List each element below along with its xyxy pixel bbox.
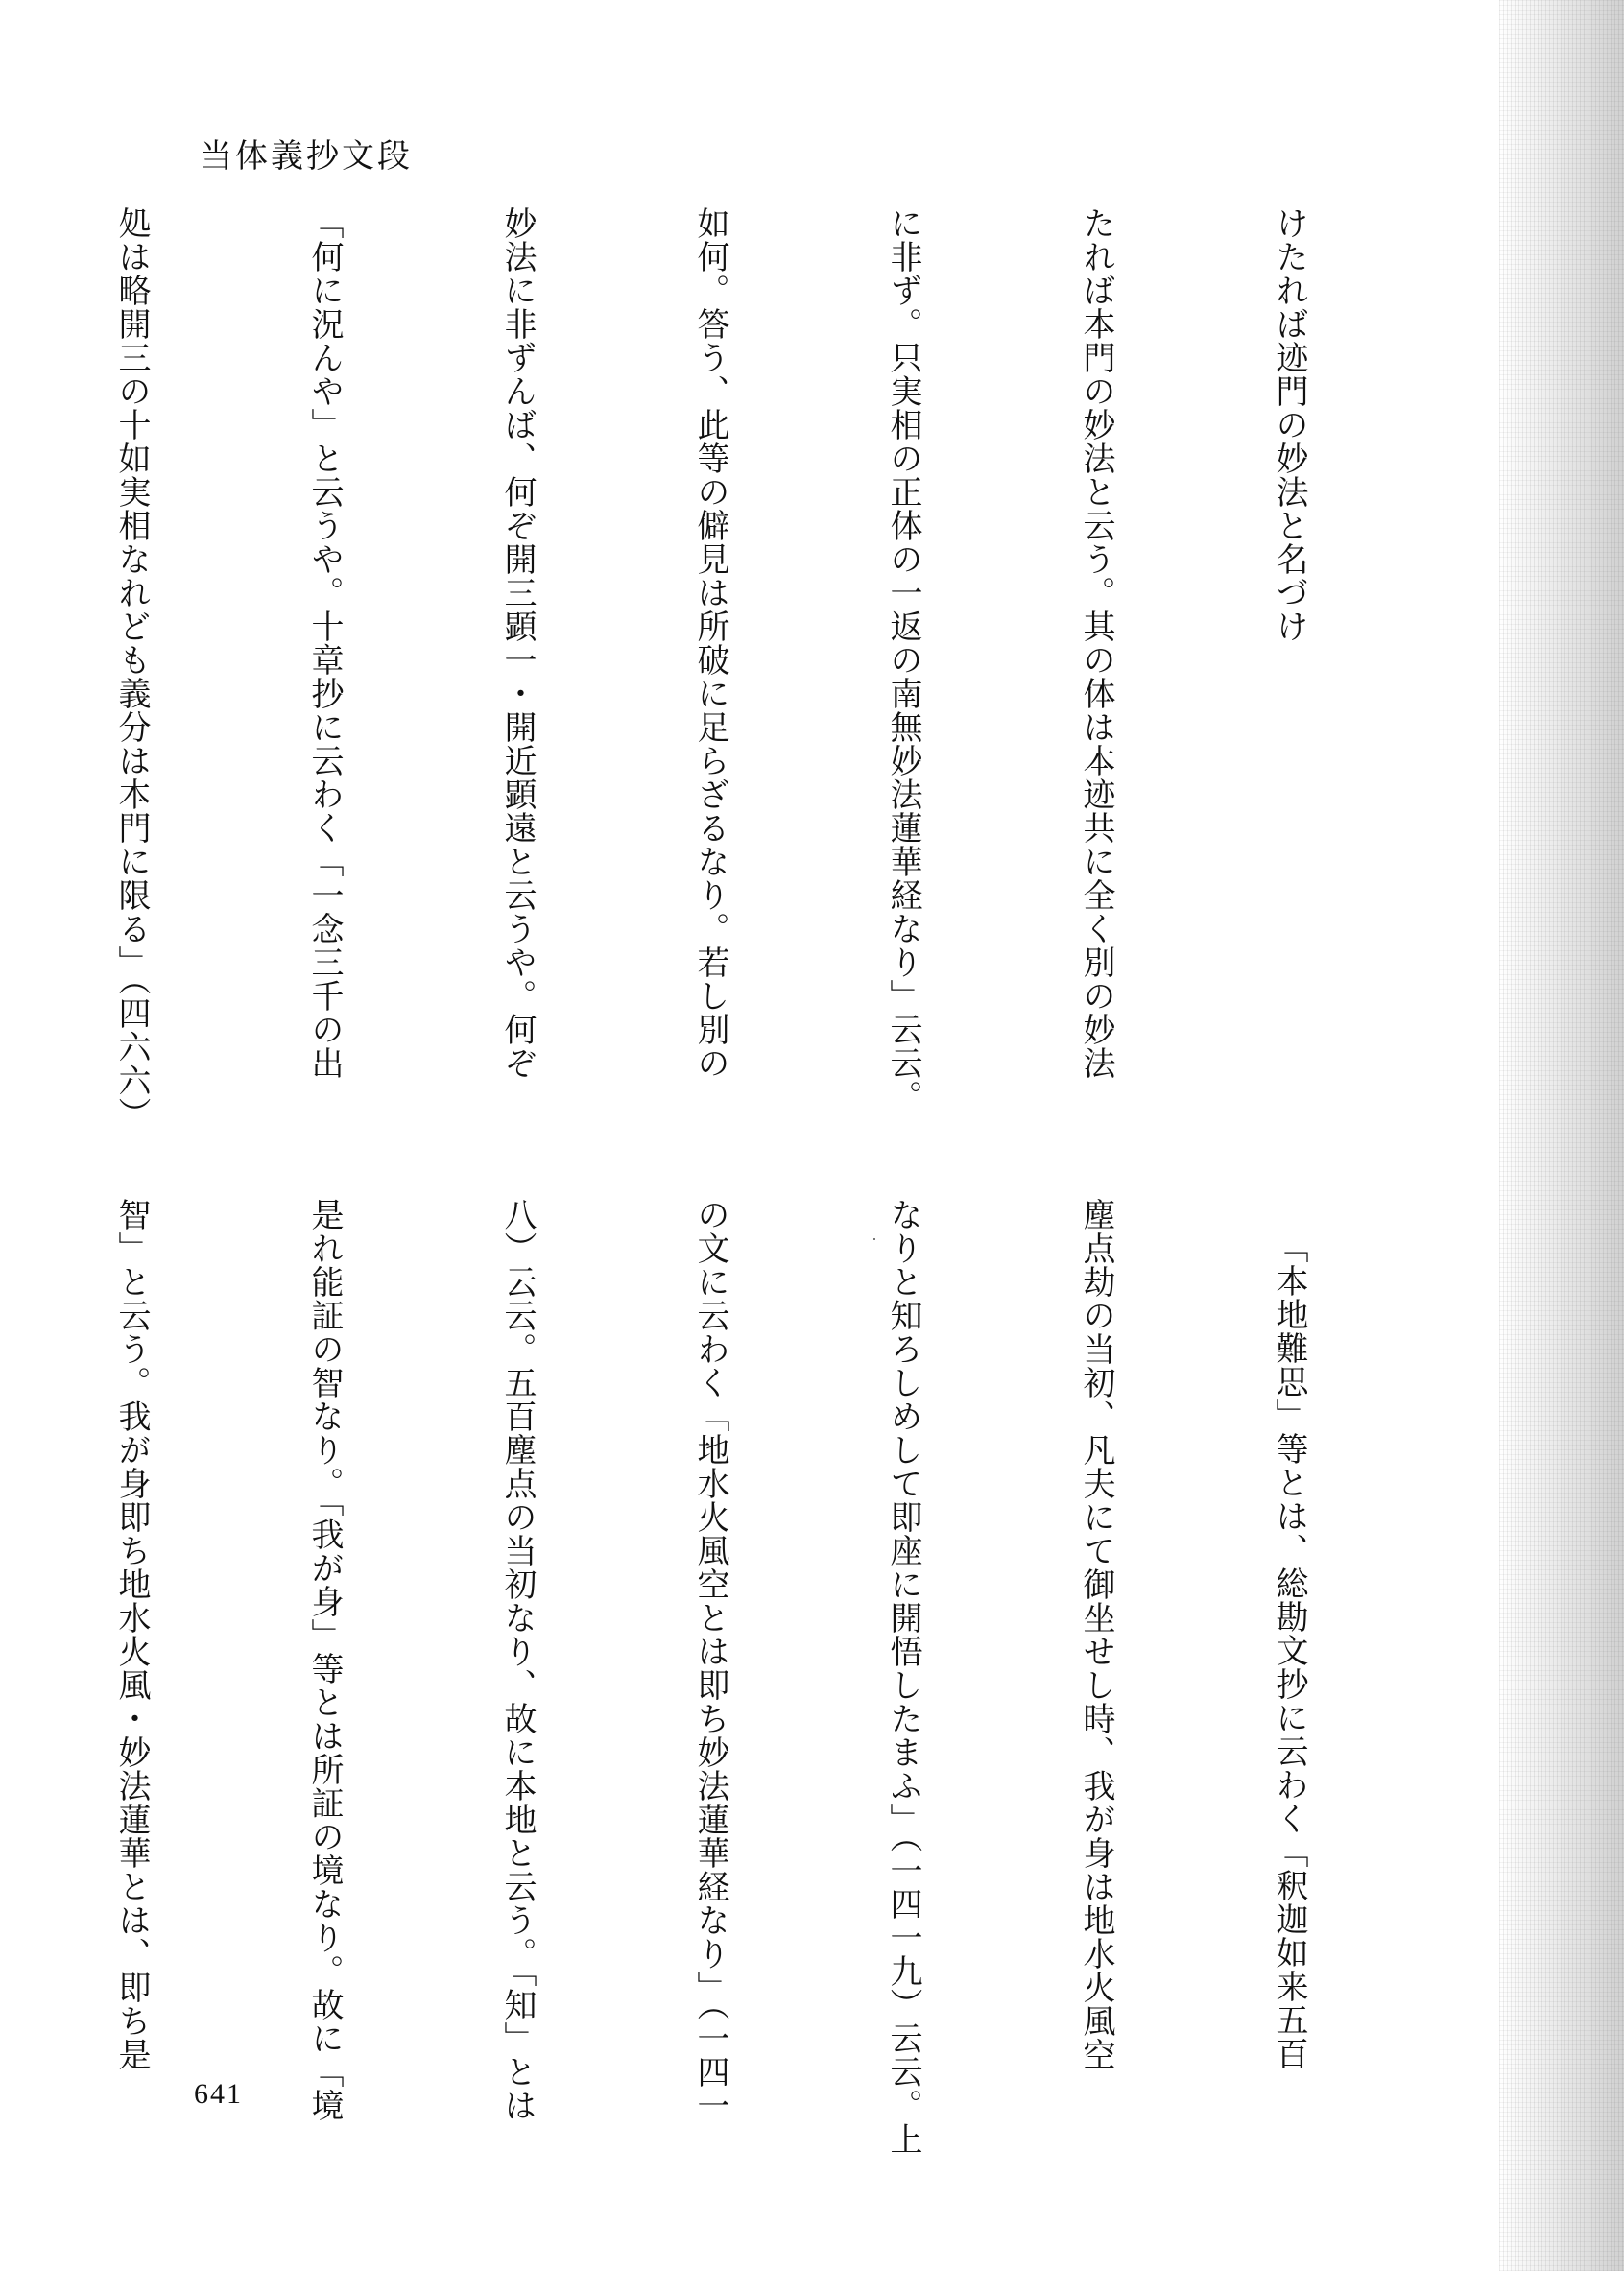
scanned-page-edge <box>1499 0 1624 2271</box>
text-column: たれば本門の妙法と云う。其の体は本迹共に全く別の妙法 <box>1077 206 1115 1080</box>
text-column: けたれば迹門の妙法と名づけ <box>1270 206 1308 643</box>
text-column: 如何。答う、此等の僻見は所破に足らざるなり。若し別の <box>691 206 729 1080</box>
text-column: 「何に況んや」と云うや。十章抄に云わく「一念三千の出 <box>305 206 344 1080</box>
text-column: 「本地難思」等とは、総勘文抄に云わく「釈迦如来五百 <box>1270 1231 1308 2070</box>
text-column: 塵点劫の当初、凡夫にて御坐せし時、我が身は地水火風空 <box>1077 1198 1115 2071</box>
page-number: 641 <box>194 2078 243 2110</box>
upper-text-block <box>112 206 1449 1195</box>
text-column: 妙法に非ずんば、何ぞ開三顕一・開近顕遠と云うや。何ぞ <box>498 206 537 1080</box>
text-column: 八）云云。五百塵点の当初なり、故に本地と云う。「知」とは <box>498 1198 537 2122</box>
running-title: 当体義抄文段 <box>200 137 413 176</box>
text-column: 処は略開三の十如実相なれども義分は本門に限る」（四六六） <box>112 206 151 1131</box>
text-column: 是れ能証の智なり。「我が身」等とは所証の境なり。故に「境 <box>305 1198 344 2122</box>
text-column: 智」と云う。我が身即ち地水火風・妙法蓮華とは、即ち是 <box>112 1198 151 2071</box>
page-speck <box>873 1238 875 1240</box>
text-column: に非ず。只実相の正体の一返の南無妙法蓮華経なり」云云。 <box>884 206 922 1113</box>
text-column: なりと知ろしめして即座に開悟したまふ」（一四一九）云云。上 <box>884 1198 922 2156</box>
text-column: の文に云わく「地水火風空とは即ち妙法蓮華経なり」（一四一 <box>691 1198 729 2122</box>
